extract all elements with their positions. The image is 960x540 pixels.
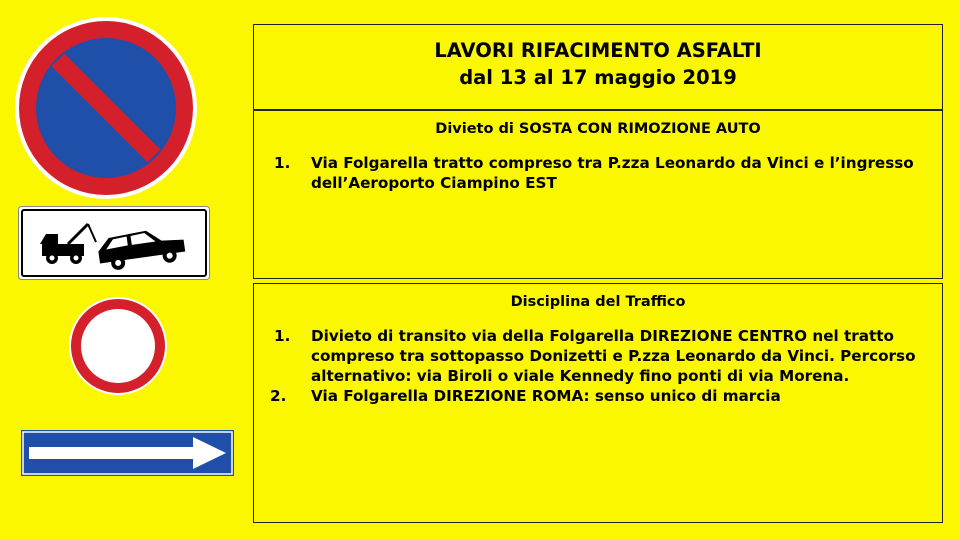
list-item-number: 1. — [274, 327, 291, 345]
title-line-1: LAVORI RIFACIMENTO ASFALTI — [434, 39, 762, 62]
no-transit-sign-icon — [68, 296, 168, 396]
one-way-arrow-sign-icon — [21, 430, 234, 476]
list-item-number: 2. — [270, 387, 287, 405]
list-item-text: Via Folgarella DIREZIONE ROMA: senso unico di marcia — [311, 387, 781, 405]
no-parking-list — [254, 153, 942, 193]
no-parking-heading: Divieto di SOSTA CON RIMOZIONE AUTO — [435, 121, 761, 137]
list-item — [254, 153, 942, 193]
title-line-2: dal 13 al 17 maggio 2019 — [459, 66, 737, 89]
traffic-heading: Disciplina del Traffico — [510, 294, 686, 310]
list-item-number: 1. — [274, 154, 291, 172]
list-item-text: Divieto di transito via della Folgarella DIREZIONE CENTRO nel tratto compreso tra sottopasso Donizetti e P.zza Leonardo da Vinci. Percorso alternativo: via Biroli o viale Kennedy fino ponti di via Morena. — [311, 327, 916, 385]
title-box — [253, 24, 943, 110]
tow-truck-panel-icon — [18, 206, 210, 280]
traffic-section — [253, 283, 943, 523]
traffic-list — [254, 326, 942, 406]
list-item — [254, 386, 942, 406]
no-parking-section — [253, 110, 943, 279]
no-parking-sign-icon — [14, 16, 198, 200]
list-item-text: Via Folgarella tratto compreso tra P.zza Leonardo da Vinci e l’ingresso dell’Aeroporto Ciampino EST — [311, 154, 914, 192]
list-item — [254, 326, 942, 386]
